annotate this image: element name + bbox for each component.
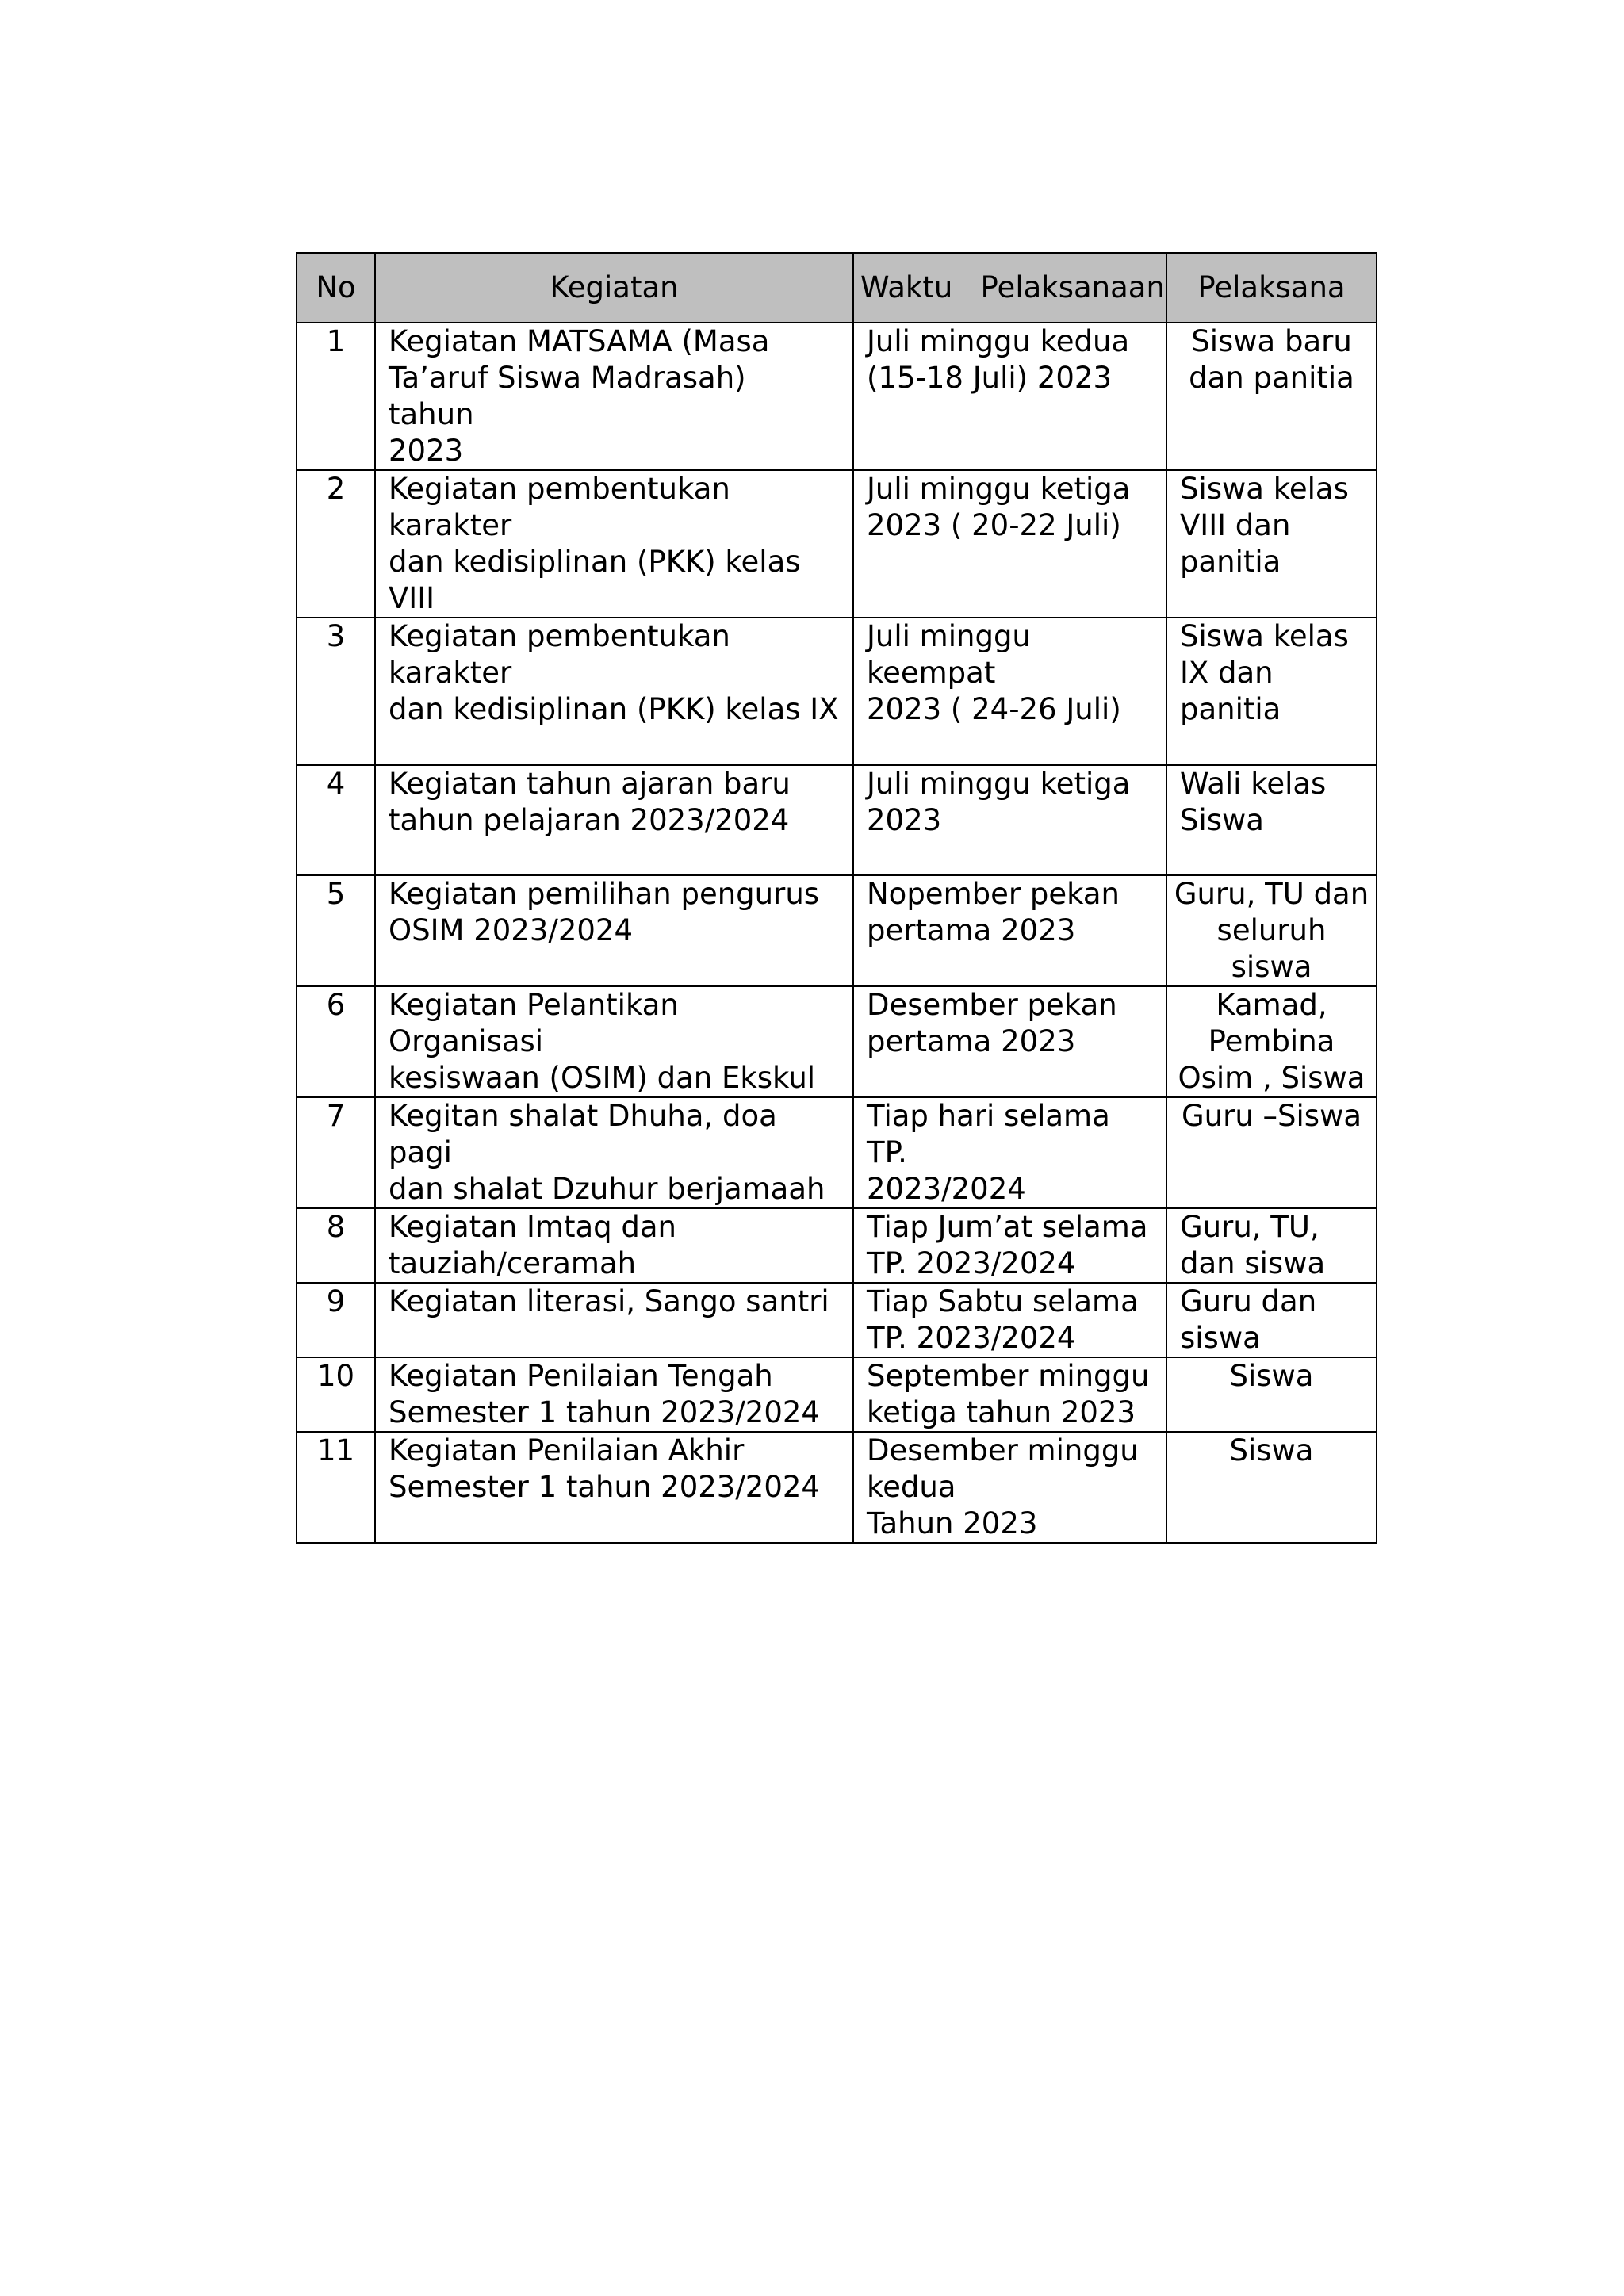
row-pelaksana: Siswa kelas VIII dan panitia	[1166, 470, 1377, 618]
row-waktu: Desember pekan pertama 2023	[853, 986, 1166, 1097]
row-number: 3	[297, 618, 375, 765]
row-number: 9	[297, 1283, 375, 1357]
row-kegiatan: Kegiatan tahun ajaran baru tahun pelajaran 2023/2024	[375, 765, 853, 875]
row-number: 6	[297, 986, 375, 1097]
row-kegiatan: Kegiatan Imtaq dan tauziah/ceramah	[375, 1208, 853, 1283]
table-row	[297, 1432, 1377, 1543]
table-row	[297, 323, 1377, 470]
row-number: 5	[297, 875, 375, 986]
table-header-row	[297, 253, 1377, 323]
row-number: 10	[297, 1357, 375, 1432]
header-kegiatan: Kegiatan	[375, 253, 853, 323]
table-row	[297, 1283, 1377, 1357]
row-number: 8	[297, 1208, 375, 1283]
row-pelaksana: Guru –Siswa	[1166, 1097, 1377, 1208]
row-number: 1	[297, 323, 375, 470]
header-waktu-pelaksanaan: Waktu Pelaksanaan	[853, 253, 1166, 323]
table-row	[297, 1357, 1377, 1432]
row-kegiatan: Kegiatan pemilihan pengurus OSIM 2023/2024	[375, 875, 853, 986]
table-row	[297, 1208, 1377, 1283]
table-row	[297, 986, 1377, 1097]
table-row	[297, 875, 1377, 986]
row-kegiatan: Kegiatan Penilaian Tengah Semester 1 tahun 2023/2024	[375, 1357, 853, 1432]
row-waktu: Tiap Sabtu selama TP. 2023/2024	[853, 1283, 1166, 1357]
row-pelaksana: Siswa baru dan panitia	[1166, 323, 1377, 470]
row-pelaksana: Guru, TU, dan siswa	[1166, 1208, 1377, 1283]
row-pelaksana: Siswa	[1166, 1357, 1377, 1432]
row-pelaksana: Kamad, Pembina Osim , Siswa	[1166, 986, 1377, 1097]
row-waktu: September minggu ketiga tahun 2023	[853, 1357, 1166, 1432]
row-kegiatan: Kegiatan Penilaian Akhir Semester 1 tahun 2023/2024	[375, 1432, 853, 1543]
schedule-table	[296, 252, 1377, 1544]
row-kegiatan: Kegitan shalat Dhuha, doa pagi dan shalat Dzuhur berjamaah	[375, 1097, 853, 1208]
row-waktu: Juli minggu kedua (15-18 Juli) 2023	[853, 323, 1166, 470]
row-number: 2	[297, 470, 375, 618]
table-row	[297, 470, 1377, 618]
table-row	[297, 618, 1377, 765]
row-pelaksana: Guru dan siswa	[1166, 1283, 1377, 1357]
row-waktu: Desember minggu kedua Tahun 2023	[853, 1432, 1166, 1543]
header-pelaksana: Pelaksana	[1166, 253, 1377, 323]
row-pelaksana: Wali kelas Siswa	[1166, 765, 1377, 875]
row-kegiatan: Kegiatan MATSAMA (Masa Ta’aruf Siswa Madrasah) tahun 2023	[375, 323, 853, 470]
table-row	[297, 1097, 1377, 1208]
row-pelaksana: Guru, TU dan seluruh siswa	[1166, 875, 1377, 986]
row-pelaksana: Siswa	[1166, 1432, 1377, 1543]
row-pelaksana: Siswa kelas IX dan panitia	[1166, 618, 1377, 765]
row-number: 4	[297, 765, 375, 875]
row-kegiatan: Kegiatan Pelantikan Organisasi kesiswaan (OSIM) dan Ekskul	[375, 986, 853, 1097]
row-number: 7	[297, 1097, 375, 1208]
row-waktu: Juli minggu ketiga 2023	[853, 765, 1166, 875]
row-waktu: Juli minggu keempat 2023 ( 24-26 Juli)	[853, 618, 1166, 765]
row-waktu: Tiap Jum’at selama TP. 2023/2024	[853, 1208, 1166, 1283]
row-waktu: Tiap hari selama TP. 2023/2024	[853, 1097, 1166, 1208]
row-waktu: Nopember pekan pertama 2023	[853, 875, 1166, 986]
row-number: 11	[297, 1432, 375, 1543]
row-kegiatan: Kegiatan literasi, Sango santri	[375, 1283, 853, 1357]
row-kegiatan: Kegiatan pembentukan karakter dan kedisiplinan (PKK) kelas VIII	[375, 470, 853, 618]
row-waktu: Juli minggu ketiga 2023 ( 20-22 Juli)	[853, 470, 1166, 618]
header-no: No	[297, 253, 375, 323]
table-row	[297, 765, 1377, 875]
row-kegiatan: Kegiatan pembentukan karakter dan kedisiplinan (PKK) kelas IX	[375, 618, 853, 765]
